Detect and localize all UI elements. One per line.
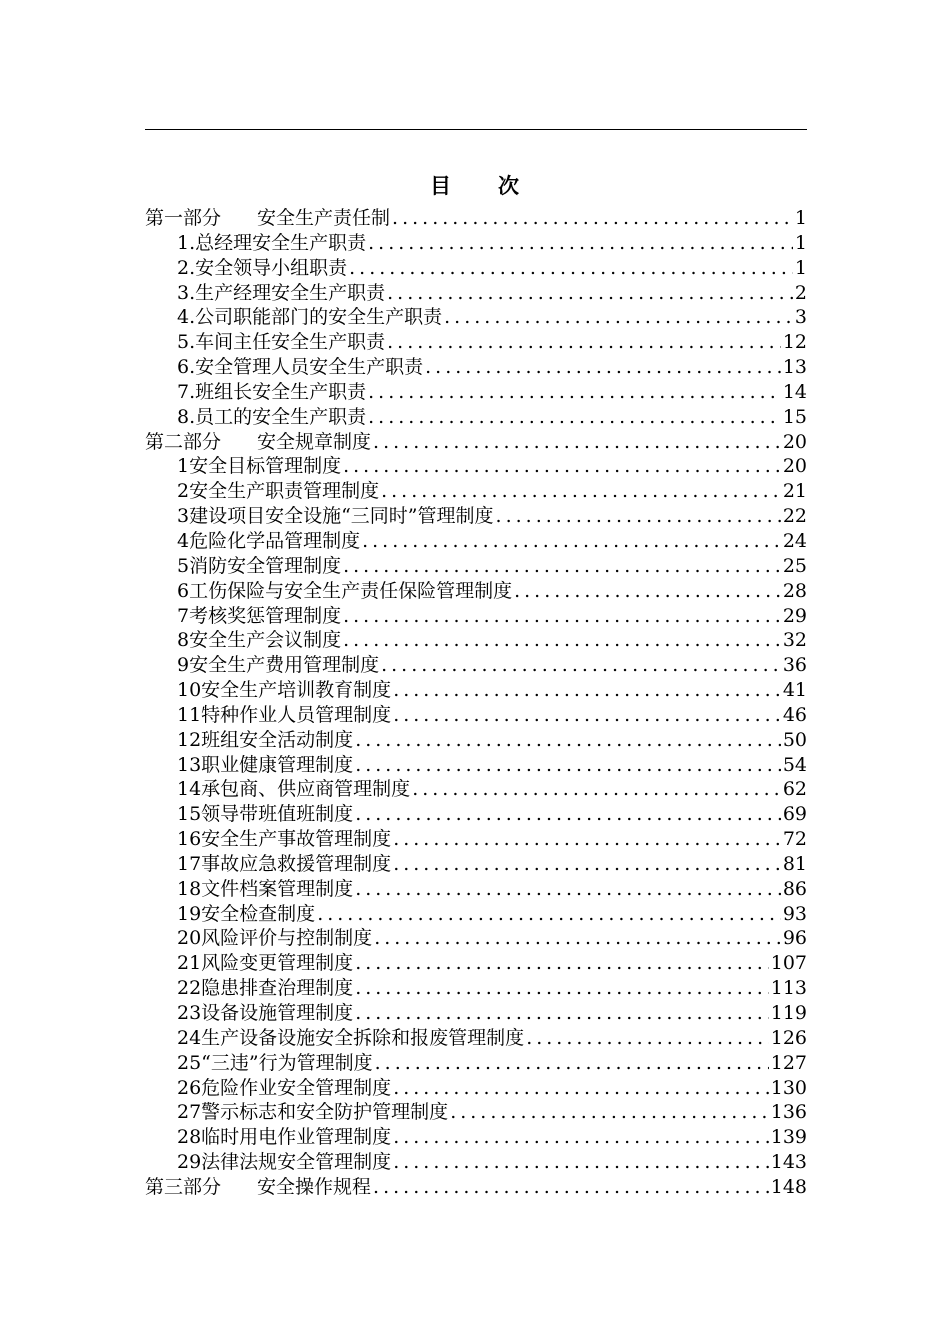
toc-leader-dots: [374, 926, 781, 951]
toc-entry-label: [177, 976, 353, 1001]
toc-entry-label: [177, 281, 385, 306]
toc-leader-dots: [392, 206, 793, 231]
toc-entry-text: 1.总经理安全生产职责: [177, 231, 367, 254]
toc-leader-dots: [375, 1051, 769, 1076]
toc-leader-dots: [355, 728, 781, 753]
toc-page-number: 81: [782, 852, 807, 875]
toc-leader-dots: [393, 852, 781, 877]
toc-page-number: 29: [782, 604, 807, 627]
toc-part-prefix: 第一部分: [145, 207, 222, 229]
toc-leader-dots: [362, 529, 781, 554]
toc-leader-dots: [444, 305, 793, 330]
toc-page-number: 1: [794, 231, 807, 254]
toc-entry-text: 9安全生产费用管理制度: [177, 654, 380, 677]
toc-leader-dots: [393, 1125, 769, 1150]
toc-entry-label: [177, 1100, 448, 1125]
toc-page-number: 130: [770, 1076, 807, 1099]
toc-entry-text: 25“三违”行为管理制度: [177, 1051, 373, 1074]
toc-entry[interactable]: [145, 454, 807, 479]
header-rule: [145, 129, 807, 130]
toc-leader-dots: [368, 380, 781, 405]
toc-entry-label: [177, 504, 494, 529]
toc-part-prefix: 第三部分: [145, 1175, 222, 1198]
toc-entry-label: [177, 256, 347, 281]
toc-entry-text: 6.安全管理人员安全生产职责: [177, 356, 424, 379]
toc-leader-dots: [393, 1076, 769, 1101]
toc-leader-dots: [343, 554, 781, 579]
toc-entry[interactable]: [145, 1001, 807, 1026]
toc-title: [0, 170, 950, 200]
toc-entry-label: [177, 529, 360, 554]
toc-entry-text: 4危险化学品管理制度: [177, 529, 361, 552]
toc-entry-text: 28临时用电作业管理制度: [177, 1126, 392, 1149]
toc-entry[interactable]: [145, 728, 807, 753]
toc-leader-dots: [355, 976, 769, 1001]
toc-entry-label: [177, 1026, 524, 1051]
toc-entry-text: 8.员工的安全生产职责: [177, 405, 367, 428]
toc-entry-label: [177, 554, 341, 579]
toc-entry-label: [177, 827, 391, 852]
toc-entry[interactable]: [145, 653, 807, 678]
toc-page-number: 107: [770, 952, 807, 975]
toc-entry-text: 2.安全领导小组职责: [177, 256, 348, 279]
toc-page-number: 1: [794, 207, 807, 229]
toc-entry[interactable]: [145, 305, 807, 330]
toc-page-number: 12: [782, 331, 807, 354]
toc-leader-dots: [412, 777, 781, 802]
toc-entry-label: [177, 454, 341, 479]
toc-entry-label: [177, 628, 341, 653]
toc-page-number: 72: [782, 828, 807, 851]
toc-entry-text: 6工伤保险与安全生产责任保险管理制度: [177, 579, 513, 602]
toc-entry[interactable]: [145, 678, 807, 703]
toc-entry[interactable]: [145, 877, 807, 902]
toc-entry-label: [177, 1051, 373, 1076]
toc-entry[interactable]: [145, 479, 807, 504]
toc-entry-label: [177, 951, 353, 976]
toc-page-number: 113: [770, 977, 807, 1000]
toc-page-number: 41: [782, 679, 807, 702]
toc-entry-text: 23设备设施管理制度: [177, 1002, 354, 1024]
toc-leader-dots: [355, 1001, 769, 1026]
toc-page-number: 36: [782, 654, 807, 677]
toc-part-entry[interactable]: [145, 1175, 807, 1200]
toc-entry[interactable]: [145, 504, 807, 529]
toc-entry-label: [177, 777, 410, 802]
toc-entry-text: 21风险变更管理制度: [177, 952, 354, 975]
toc-entry-text: 5.车间主任安全生产职责: [177, 331, 386, 354]
toc-leader-dots: [381, 479, 781, 504]
toc-page-number: 24: [782, 529, 807, 552]
toc-leader-dots: [393, 703, 781, 728]
toc-page-number: 62: [782, 778, 807, 801]
toc-entry[interactable]: [145, 926, 807, 951]
toc-page-number: 21: [782, 480, 807, 503]
toc-leader-dots: [343, 604, 781, 629]
toc-entry[interactable]: [145, 231, 807, 256]
table-of-contents: [145, 206, 807, 1200]
toc-entry-label: [177, 231, 366, 256]
toc-entry-label: [177, 902, 315, 927]
toc-entry-text: 3.生产经理安全生产职责: [177, 281, 386, 304]
toc-entry-text: 7考核奖惩管理制度: [177, 604, 342, 627]
toc-entry-label: [177, 330, 385, 355]
toc-leader-dots: [373, 430, 781, 455]
toc-entry-label: [177, 1001, 353, 1026]
toc-leader-dots: [387, 330, 781, 355]
toc-entry-label: [145, 1175, 371, 1200]
toc-leader-dots: [343, 628, 781, 653]
toc-page-number: 93: [782, 902, 807, 925]
toc-page-number: 148: [770, 1175, 807, 1198]
toc-entry[interactable]: [145, 1051, 807, 1076]
toc-entry-text: 安全规章制度: [257, 430, 372, 453]
toc-entry[interactable]: [145, 281, 807, 306]
toc-entry[interactable]: [145, 256, 807, 281]
toc-page-number: 136: [770, 1101, 807, 1124]
toc-entry[interactable]: [145, 827, 807, 852]
toc-entry-label: [177, 380, 366, 405]
toc-entry[interactable]: [145, 1150, 807, 1175]
toc-leader-dots: [373, 1175, 769, 1200]
toc-entry[interactable]: [145, 1076, 807, 1101]
toc-leader-dots: [368, 405, 781, 430]
toc-entry-label: [177, 926, 372, 951]
toc-entry-text: 29法律法规安全管理制度: [177, 1151, 392, 1174]
toc-entry-label: [177, 678, 391, 703]
toc-page-number: 86: [782, 877, 807, 900]
toc-entry[interactable]: [145, 951, 807, 976]
toc-entry-text: 22隐患排查治理制度: [177, 977, 354, 1000]
toc-entry-text: 4.公司职能部门的安全生产职责: [177, 306, 443, 329]
toc-page-number: 28: [782, 579, 807, 602]
toc-entry-text: 3建设项目安全设施“三同时”管理制度: [177, 505, 494, 528]
toc-leader-dots: [526, 1026, 769, 1051]
toc-leader-dots: [343, 454, 781, 479]
toc-leader-dots: [317, 902, 781, 927]
toc-entry[interactable]: [145, 1100, 807, 1125]
toc-page-number: 127: [770, 1051, 807, 1074]
toc-leader-dots: [355, 951, 769, 976]
toc-entry[interactable]: [145, 380, 807, 405]
toc-page-number: 46: [782, 703, 807, 726]
toc-page-number: 20: [782, 455, 807, 478]
toc-leader-dots: [393, 678, 781, 703]
toc-entry-label: [177, 1150, 391, 1175]
toc-page-number: 2: [794, 281, 807, 304]
toc-entry-label: [177, 1076, 391, 1101]
toc-entry[interactable]: [145, 628, 807, 653]
toc-entry[interactable]: [145, 802, 807, 827]
toc-entry[interactable]: [145, 703, 807, 728]
toc-entry-label: [145, 430, 371, 455]
toc-entry-text: 19安全检查制度: [177, 902, 316, 925]
toc-entry-label: [177, 405, 366, 430]
toc-part-entry[interactable]: [145, 430, 807, 455]
toc-entry[interactable]: [145, 330, 807, 355]
toc-page-number: 139: [770, 1126, 807, 1149]
toc-entry[interactable]: [145, 355, 807, 380]
toc-leader-dots: [514, 579, 781, 604]
toc-entry[interactable]: [145, 604, 807, 629]
toc-entry-label: [177, 653, 379, 678]
toc-page-number: 3: [794, 306, 807, 329]
toc-page-number: 119: [770, 1002, 807, 1024]
toc-leader-dots: [393, 1150, 769, 1175]
toc-leader-dots: [387, 281, 793, 306]
toc-page-number: 20: [782, 430, 807, 453]
toc-entry-text: 27警示标志和安全防护管理制度: [177, 1101, 449, 1124]
toc-leader-dots: [425, 355, 781, 380]
toc-title-left: 目: [430, 174, 452, 198]
toc-entry[interactable]: [145, 405, 807, 430]
toc-leader-dots: [496, 504, 781, 529]
toc-entry-text: 1安全目标管理制度: [177, 455, 342, 478]
toc-page-number: 54: [782, 753, 807, 776]
toc-page-number: 13: [782, 356, 807, 379]
toc-entry[interactable]: [145, 529, 807, 554]
toc-entry-label: [177, 355, 423, 380]
toc-leader-dots: [355, 877, 781, 902]
toc-entry[interactable]: [145, 777, 807, 802]
toc-entry-text: 15领导带班值班制度: [177, 803, 354, 826]
toc-entry-text: 5消防安全管理制度: [177, 554, 342, 577]
toc-page-number: 126: [770, 1026, 807, 1049]
toc-entry[interactable]: [145, 976, 807, 1001]
toc-leader-dots: [381, 653, 781, 678]
toc-entry-text: 11特种作业人员管理制度: [177, 703, 392, 726]
toc-entry-label: [177, 479, 379, 504]
toc-page-number: 32: [782, 629, 807, 652]
toc-leader-dots: [368, 231, 793, 256]
toc-entry-text: 14承包商、供应商管理制度: [177, 778, 411, 801]
toc-entry-label: [177, 728, 353, 753]
toc-entry-label: [177, 703, 391, 728]
toc-entry-text: 17事故应急救援管理制度: [177, 852, 392, 875]
toc-entry-text: 安全生产责任制: [257, 207, 391, 229]
toc-page-number: 143: [770, 1151, 807, 1174]
toc-entry-text: 2安全生产职责管理制度: [177, 480, 380, 503]
toc-entry[interactable]: [145, 579, 807, 604]
toc-entry-label: [177, 1125, 391, 1150]
toc-entry-text: 20风险评价与控制制度: [177, 927, 373, 950]
toc-entry-label: [177, 852, 391, 877]
toc-entry-text: 安全操作规程: [257, 1175, 372, 1198]
toc-entry-text: 18文件档案管理制度: [177, 877, 354, 900]
toc-entry-text: 26危险作业安全管理制度: [177, 1076, 392, 1099]
toc-leader-dots: [349, 256, 793, 281]
toc-entry-label: [177, 579, 512, 604]
toc-leader-dots: [393, 827, 781, 852]
toc-page-number: 1: [794, 256, 807, 279]
toc-page-number: 14: [782, 380, 807, 403]
toc-page-number: 15: [782, 405, 807, 428]
toc-entry[interactable]: [145, 554, 807, 579]
toc-entry-text: 24生产设备设施安全拆除和报废管理制度: [177, 1026, 525, 1049]
toc-entry-label: [145, 206, 390, 231]
toc-entry[interactable]: [145, 1125, 807, 1150]
toc-page-number: 96: [782, 927, 807, 950]
toc-page-number: 25: [782, 554, 807, 577]
toc-entry-label: [177, 604, 341, 629]
toc-entry-text: 12班组安全活动制度: [177, 728, 354, 751]
toc-entry-text: 13职业健康管理制度: [177, 753, 354, 776]
toc-page-number: 69: [782, 803, 807, 826]
toc-entry-label: [177, 802, 353, 827]
toc-entry-label: [177, 877, 353, 902]
toc-entry-text: 7.班组长安全生产职责: [177, 380, 367, 403]
toc-entry-label: [177, 305, 442, 330]
toc-entry-label: [177, 753, 353, 778]
toc-leader-dots: [355, 753, 781, 778]
toc-page-number: 22: [782, 505, 807, 528]
toc-entry-text: 10安全生产培训教育制度: [177, 679, 392, 702]
toc-title-right: 次: [498, 174, 520, 198]
toc-entry[interactable]: [145, 902, 807, 927]
toc-part-entry[interactable]: [145, 206, 807, 231]
toc-entry[interactable]: [145, 753, 807, 778]
toc-entry-text: 16安全生产事故管理制度: [177, 828, 392, 851]
toc-leader-dots: [450, 1100, 769, 1125]
toc-entry-text: 8安全生产会议制度: [177, 629, 342, 652]
toc-entry[interactable]: [145, 1026, 807, 1051]
toc-page-number: 50: [782, 728, 807, 751]
toc-leader-dots: [355, 802, 781, 827]
toc-entry[interactable]: [145, 852, 807, 877]
toc-part-prefix: 第二部分: [145, 430, 222, 453]
